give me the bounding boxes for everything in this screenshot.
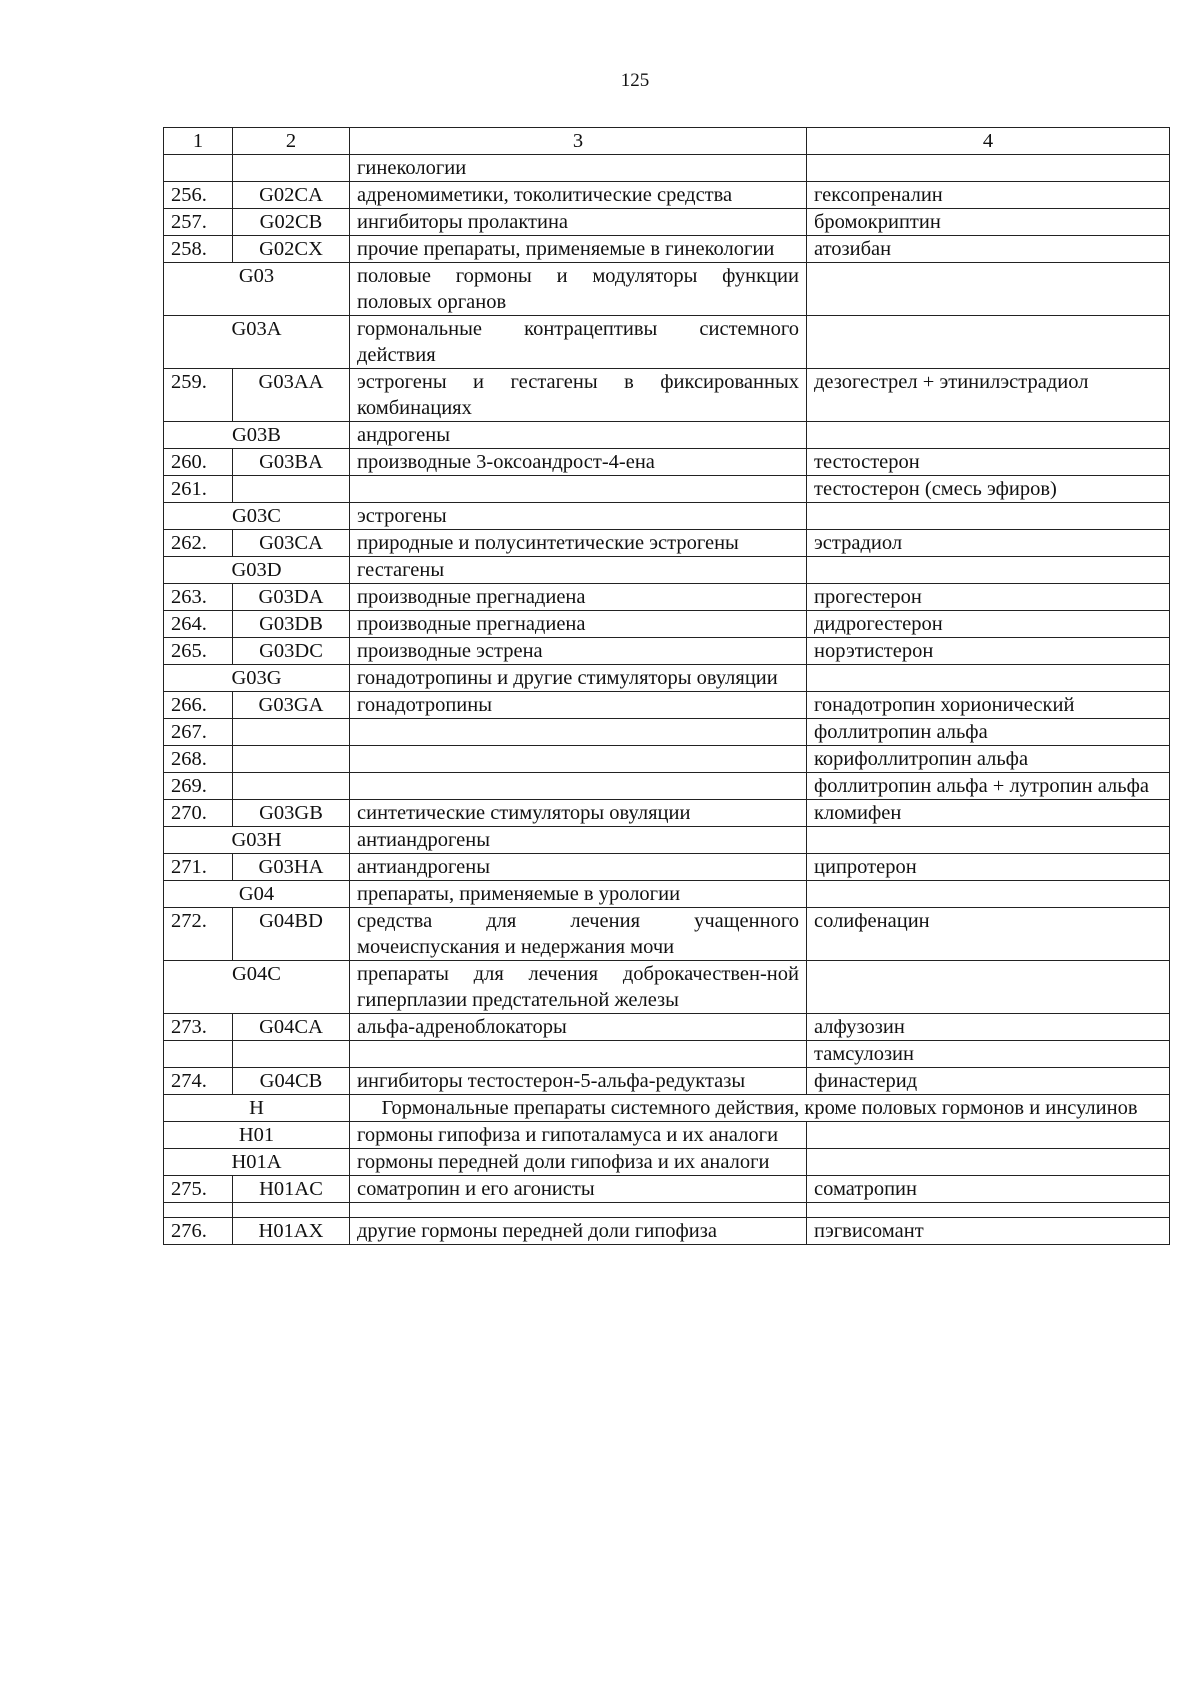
drug-name-cell: [807, 1149, 1170, 1176]
row-number-cell: 262.: [164, 530, 233, 557]
drug-name-cell: дидрогестерон: [807, 611, 1170, 638]
drug-name-cell: [807, 961, 1170, 1014]
description-cell: производные прегнадиена: [350, 611, 807, 638]
table-row: [164, 638, 1170, 665]
table-row: [164, 961, 1170, 1014]
atc-code-cell: G03G: [164, 665, 350, 692]
atc-code-cell: H: [164, 1095, 350, 1122]
atc-code-cell: G03DA: [233, 584, 350, 611]
description-cell: гонадотропины: [350, 692, 807, 719]
table-row: [164, 1014, 1170, 1041]
description-cell: альфа-адреноблокаторы: [350, 1014, 807, 1041]
description-cell: адреномиметики, токолитические средства: [350, 182, 807, 209]
description-cell: прочие препараты, применяемые в гинекологии: [350, 236, 807, 263]
atc-code-cell: [233, 155, 350, 182]
row-number-cell: [164, 155, 233, 182]
atc-code-cell: G02CX: [233, 236, 350, 263]
drug-name-cell: ципротерон: [807, 854, 1170, 881]
atc-code-cell: H01AX: [233, 1218, 350, 1245]
description-cell: природные и полусинтетические эстрогены: [350, 530, 807, 557]
atc-code-cell: G03A: [164, 316, 350, 369]
atc-code-cell: G03GA: [233, 692, 350, 719]
table-row: [164, 908, 1170, 961]
description-cell: производные 3-оксоандрост-4-ена: [350, 449, 807, 476]
row-number-cell: 276.: [164, 1218, 233, 1245]
header-col-4: 4: [807, 128, 1170, 155]
description-cell: другие гормоны передней доли гипофиза: [350, 1218, 807, 1245]
atc-code-cell: G03D: [164, 557, 350, 584]
drug-name-cell: [807, 881, 1170, 908]
table-row: [164, 1203, 1170, 1218]
table-row: [164, 369, 1170, 422]
atc-code-cell: [233, 746, 350, 773]
atc-code-cell: G03DC: [233, 638, 350, 665]
table-row: [164, 1095, 1170, 1122]
drug-classification-table: [163, 127, 1170, 1245]
atc-code-cell: G03B: [164, 422, 350, 449]
atc-code-cell: H01A: [164, 1149, 350, 1176]
description-cell: [350, 1041, 807, 1068]
atc-code-cell: G02CB: [233, 209, 350, 236]
table-row: [164, 746, 1170, 773]
description-cell: [350, 746, 807, 773]
drug-name-cell: кломифен: [807, 800, 1170, 827]
row-number-cell: [164, 1041, 233, 1068]
description-cell: антиандрогены: [350, 827, 807, 854]
row-number-cell: [164, 1203, 233, 1218]
description-cell: ингибиторы тестостерон-5-альфа-редуктазы: [350, 1068, 807, 1095]
atc-code-cell: G03GB: [233, 800, 350, 827]
table-row: [164, 611, 1170, 638]
table-row: [164, 1068, 1170, 1095]
atc-code-cell: G03C: [164, 503, 350, 530]
atc-code-cell: G04: [164, 881, 350, 908]
atc-code-cell: G03HA: [233, 854, 350, 881]
description-cell: препараты для лечения доброкачествен-ной гиперплазии предстательной железы: [350, 961, 807, 1014]
drug-name-cell: [807, 422, 1170, 449]
description-cell: [350, 476, 807, 503]
table-row: [164, 584, 1170, 611]
description-cell: гормоны передней доли гипофиза и их аналоги: [350, 1149, 807, 1176]
drug-name-cell: [807, 155, 1170, 182]
row-number-cell: 259.: [164, 369, 233, 422]
atc-code-cell: G03: [164, 263, 350, 316]
table-body: [164, 155, 1170, 1245]
row-number-cell: 261.: [164, 476, 233, 503]
table-row: [164, 530, 1170, 557]
table-row: [164, 263, 1170, 316]
table-row: [164, 503, 1170, 530]
table-row: [164, 476, 1170, 503]
row-number-cell: 271.: [164, 854, 233, 881]
table-row: [164, 236, 1170, 263]
description-cell: гормональные контрацептивы системного действия: [350, 316, 807, 369]
description-cell: антиандрогены: [350, 854, 807, 881]
description-cell: [350, 719, 807, 746]
page-number: 125: [620, 70, 650, 91]
drug-name-cell: фоллитропин альфа + лутропин альфа: [807, 773, 1170, 800]
drug-name-cell: [807, 503, 1170, 530]
row-number-cell: 268.: [164, 746, 233, 773]
description-cell: [350, 773, 807, 800]
drug-name-cell: гексопреналин: [807, 182, 1170, 209]
table-row: [164, 209, 1170, 236]
drug-name-cell: фоллитропин альфа: [807, 719, 1170, 746]
drug-name-cell: корифоллитропин альфа: [807, 746, 1170, 773]
description-cell: гормоны гипофиза и гипоталамуса и их аналоги: [350, 1122, 807, 1149]
row-number-cell: 257.: [164, 209, 233, 236]
drug-name-cell: солифенацин: [807, 908, 1170, 961]
description-cell: половые гормоны и модуляторы функции половых органов: [350, 263, 807, 316]
description-cell: [350, 1203, 807, 1218]
drug-name-cell: тестостерон: [807, 449, 1170, 476]
atc-code-cell: G03DB: [233, 611, 350, 638]
atc-code-cell: G03AA: [233, 369, 350, 422]
header-row: [164, 128, 1170, 155]
header-col-2: 2: [233, 128, 350, 155]
row-number-cell: 274.: [164, 1068, 233, 1095]
atc-code-cell: G04BD: [233, 908, 350, 961]
atc-code-cell: [233, 1041, 350, 1068]
table-row: [164, 449, 1170, 476]
description-cell: препараты, применяемые в урологии: [350, 881, 807, 908]
description-cell: синтетические стимуляторы овуляции: [350, 800, 807, 827]
description-cell: Гормональные препараты системного действия, кроме половых гормонов и инсулинов: [350, 1095, 1170, 1122]
description-cell: производные эстрена: [350, 638, 807, 665]
table-row: [164, 719, 1170, 746]
drug-name-cell: пэгвисомант: [807, 1218, 1170, 1245]
table-row: [164, 800, 1170, 827]
atc-code-cell: [233, 1203, 350, 1218]
atc-code-cell: G04C: [164, 961, 350, 1014]
description-cell: гинекологии: [350, 155, 807, 182]
row-number-cell: 272.: [164, 908, 233, 961]
atc-code-cell: G03CA: [233, 530, 350, 557]
drug-name-cell: [807, 827, 1170, 854]
row-number-cell: 266.: [164, 692, 233, 719]
table-row: [164, 1218, 1170, 1245]
drug-name-cell: соматропин: [807, 1176, 1170, 1203]
atc-code-cell: H01: [164, 1122, 350, 1149]
row-number-cell: 258.: [164, 236, 233, 263]
table-row: [164, 155, 1170, 182]
atc-code-cell: G04CB: [233, 1068, 350, 1095]
table-row: [164, 182, 1170, 209]
drug-name-cell: тамсулозин: [807, 1041, 1170, 1068]
atc-code-cell: G02CA: [233, 182, 350, 209]
drug-name-cell: норэтистерон: [807, 638, 1170, 665]
table-row: [164, 665, 1170, 692]
table-row: [164, 422, 1170, 449]
row-number-cell: 269.: [164, 773, 233, 800]
table-row: [164, 881, 1170, 908]
description-cell: производные прегнадиена: [350, 584, 807, 611]
row-number-cell: 260.: [164, 449, 233, 476]
drug-name-cell: алфузозин: [807, 1014, 1170, 1041]
drug-name-cell: [807, 316, 1170, 369]
description-cell: средства для лечения учащенного мочеиспускания и недержания мочи: [350, 908, 807, 961]
drug-name-cell: бромокриптин: [807, 209, 1170, 236]
drug-name-cell: тестостерон (смесь эфиров): [807, 476, 1170, 503]
header-col-1: 1: [164, 128, 233, 155]
drug-name-cell: [807, 557, 1170, 584]
drug-name-cell: [807, 1122, 1170, 1149]
row-number-cell: 264.: [164, 611, 233, 638]
description-cell: соматропин и его агонисты: [350, 1176, 807, 1203]
atc-code-cell: G03H: [164, 827, 350, 854]
drug-name-cell: финастерид: [807, 1068, 1170, 1095]
drug-name-cell: эстрадиол: [807, 530, 1170, 557]
description-cell: эстрогены и гестагены в фиксированных комбинациях: [350, 369, 807, 422]
table-row: [164, 827, 1170, 854]
description-cell: андрогены: [350, 422, 807, 449]
drug-name-cell: [807, 263, 1170, 316]
row-number-cell: 270.: [164, 800, 233, 827]
description-cell: эстрогены: [350, 503, 807, 530]
drug-name-cell: гонадотропин хорионический: [807, 692, 1170, 719]
row-number-cell: 267.: [164, 719, 233, 746]
table-row: [164, 1149, 1170, 1176]
atc-code-cell: [233, 476, 350, 503]
description-cell: гонадотропины и другие стимуляторы овуляции: [350, 665, 807, 692]
row-number-cell: 273.: [164, 1014, 233, 1041]
table-row: [164, 1122, 1170, 1149]
table-row: [164, 1176, 1170, 1203]
table-row: [164, 773, 1170, 800]
atc-code-cell: [233, 773, 350, 800]
drug-name-cell: дезогестрел + этинилэстрадиол: [807, 369, 1170, 422]
atc-code-cell: G04CA: [233, 1014, 350, 1041]
header-col-3: 3: [350, 128, 807, 155]
atc-code-cell: [233, 719, 350, 746]
row-number-cell: 265.: [164, 638, 233, 665]
atc-code-cell: G03BA: [233, 449, 350, 476]
description-cell: гестагены: [350, 557, 807, 584]
row-number-cell: 256.: [164, 182, 233, 209]
row-number-cell: 275.: [164, 1176, 233, 1203]
drug-name-cell: прогестерон: [807, 584, 1170, 611]
atc-code-cell: H01AC: [233, 1176, 350, 1203]
drug-name-cell: атозибан: [807, 236, 1170, 263]
table-row: [164, 1041, 1170, 1068]
table-row: [164, 692, 1170, 719]
table-row: [164, 854, 1170, 881]
row-number-cell: 263.: [164, 584, 233, 611]
table-row: [164, 316, 1170, 369]
drug-name-cell: [807, 1203, 1170, 1218]
table-row: [164, 557, 1170, 584]
drug-name-cell: [807, 665, 1170, 692]
description-cell: ингибиторы пролактина: [350, 209, 807, 236]
